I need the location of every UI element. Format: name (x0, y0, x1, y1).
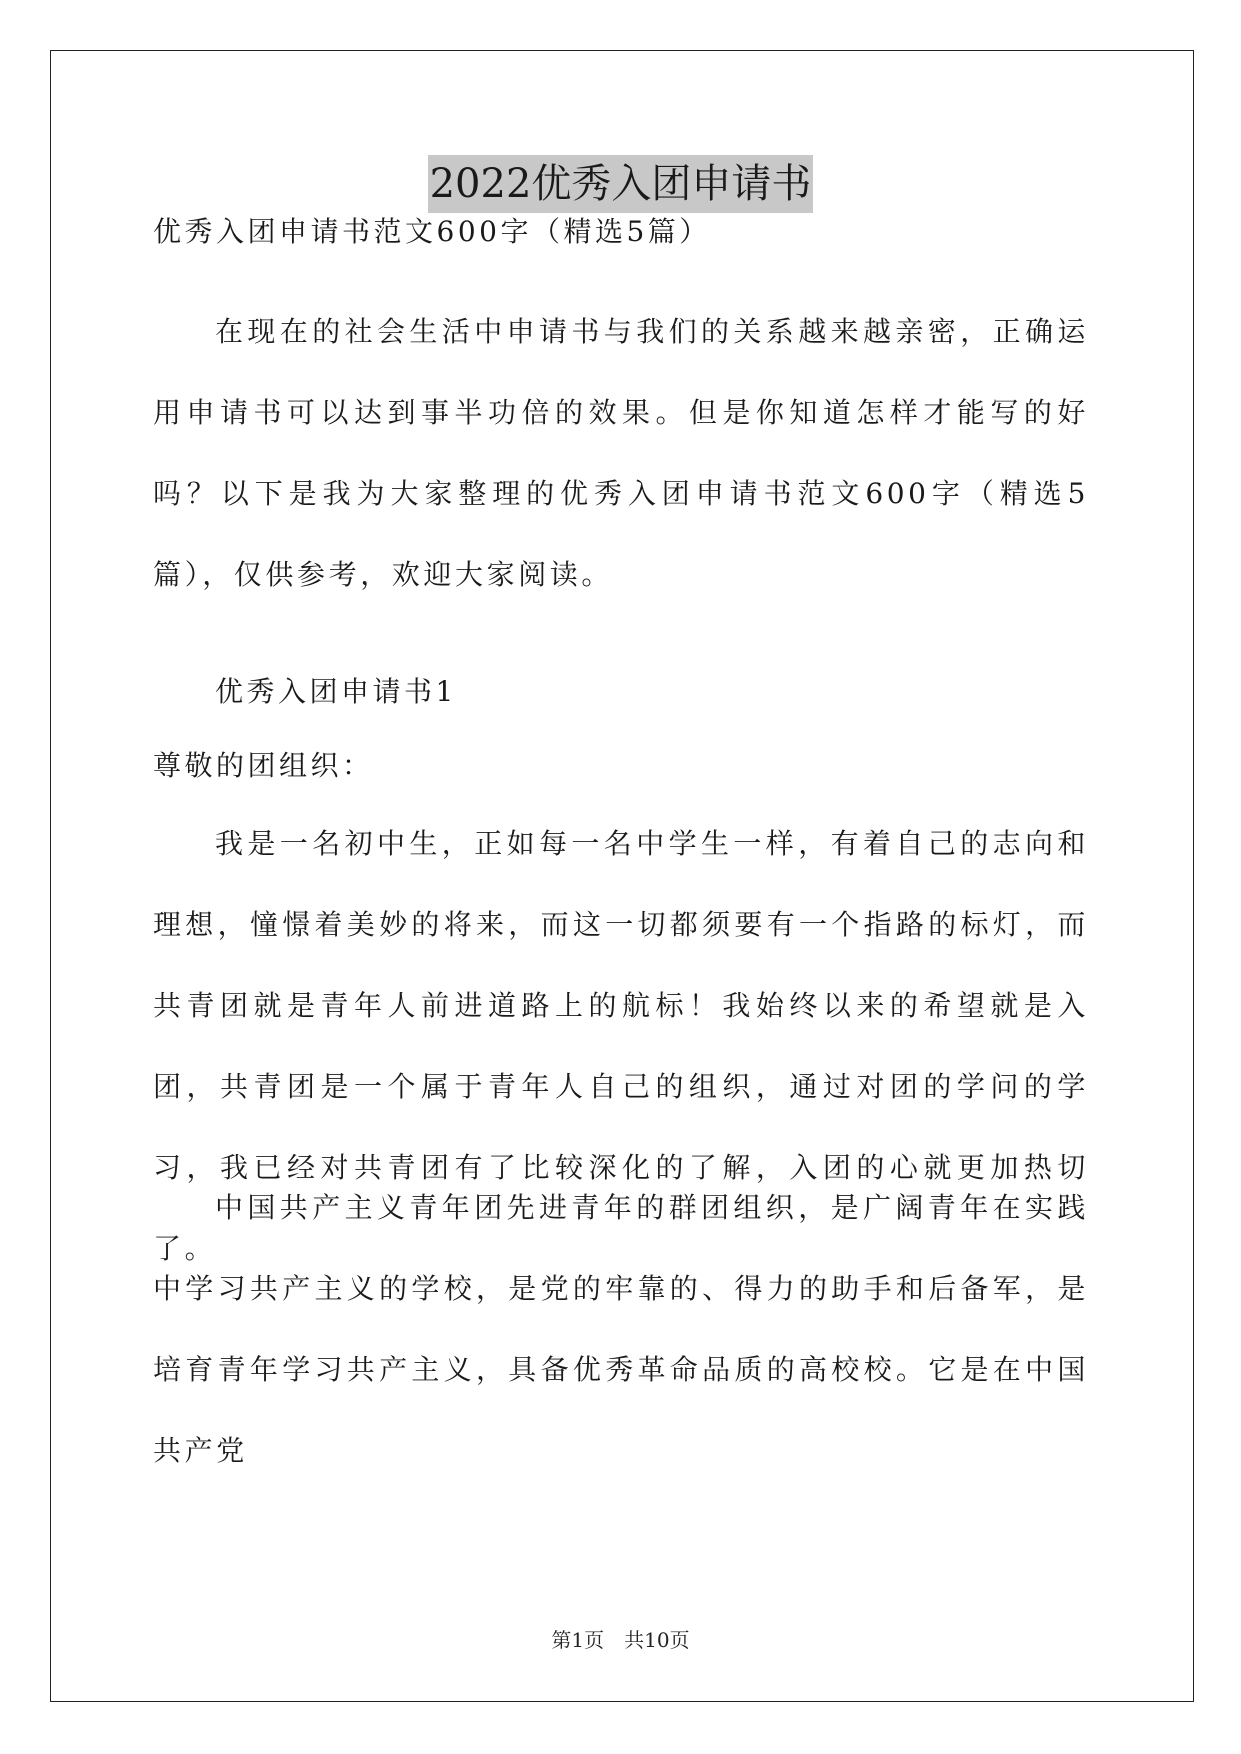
section-heading: 优秀入团申请书1 (215, 675, 457, 708)
page-footer: 第1页 共10页 (551, 1628, 690, 1652)
title-container (0, 155, 1241, 213)
body-paragraph-2: 中国共产主义青年团先进青年的群团组织，是广阔青年在实践中学习共产主义的学校，是党的牢靠的、得力的助手和后备军，是培育青年学习共产主义，具备优秀革命品质的高校校。它是在中国共产党 (153, 1191, 1089, 1467)
salutation: 尊敬的团组织： (153, 749, 374, 782)
document-title: 2022优秀入团申请书 (428, 155, 814, 213)
document-subtitle: 优秀入团申请书范文600字（精选5篇） (153, 215, 711, 248)
intro-paragraph: 在现在的社会生活中申请书与我们的关系越来越亲密，正确运用申请书可以达到事半功倍的效果。但是你知道怎样才能写的好吗？以下是我为大家整理的优秀入团申请书范文600字（精选5篇），仅供参考，欢迎大家阅读。 (153, 315, 1089, 591)
body-paragraph-1: 我是一名初中生，正如每一名中学生一样，有着自己的志向和理想，憧憬着美妙的将来，而这一切都须要有一个指路的标灯，而共青团就是青年人前进道路上的航标！我始终以来的希望就是入团，共青团是一个属于青年人自己的组织，通过对团的学问的学习，我已经对共青团有了比较深化的了解，入团的心就更加热切了。 (153, 827, 1089, 1265)
